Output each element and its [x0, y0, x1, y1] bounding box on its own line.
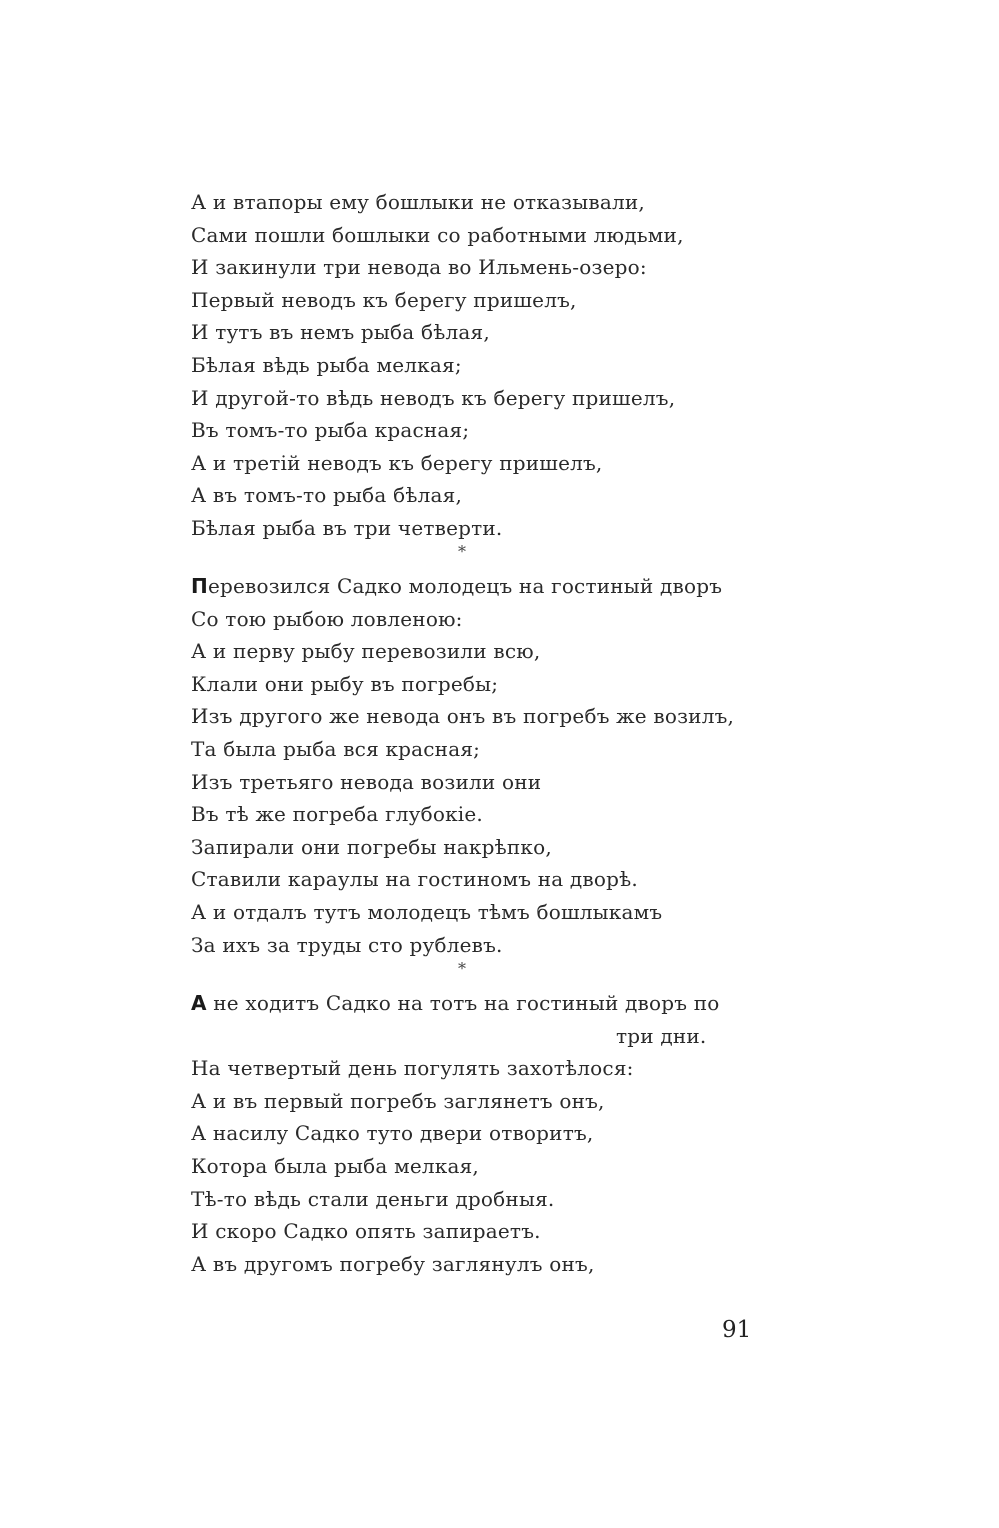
verse-line: А и втапоры ему бошлыки не отказывали, [191, 190, 645, 214]
verse-line: И тутъ въ немъ рыба бѣлая, [191, 320, 490, 345]
verse-line: А насилу Садко туто двери отворитъ, [191, 1121, 594, 1146]
verse-line: А и перву рыбу перевозили всю, [191, 639, 541, 664]
verse-line: А въ другомъ погребу заглянулъ онъ, [191, 1251, 595, 1276]
verse-line: Первый неводъ къ берегу пришелъ, [191, 287, 577, 312]
verse-line: И другой-то вѣдь неводъ къ берегу пришелъ, [191, 385, 676, 410]
verse-line: Запирали они погребы накрѣпко, [191, 834, 552, 859]
verse-line: На четвертый день погулять захотѣлося: [191, 1056, 634, 1081]
verse-line: Сами пошли бошлыки со работными людьми, [191, 222, 684, 247]
stanza-first-line [191, 987, 891, 1020]
verse-line: Бѣлая вѣдь рыба мелкая; [191, 352, 462, 377]
verse-line: А и отдалъ тутъ молодецъ тѣмъ бошлыкамъ [191, 899, 663, 924]
verse-line: Ставили караулы на гостиномъ на дворѣ. [191, 867, 638, 892]
verse-line: И скоро Садко опять запираетъ. [191, 1219, 541, 1244]
verse-line: Въ томъ-то рыба красная; [191, 418, 470, 443]
verse-line: А и третій неводъ къ берегу пришелъ, [191, 450, 603, 475]
section-separator: * [458, 542, 466, 561]
verse-line: Со тою рыбою ловленою: [191, 606, 463, 631]
stanza-first-line [191, 570, 891, 603]
verse-line: Котора была рыба мелкая, [191, 1153, 479, 1178]
verse-line: Изъ третьяго невода возили они [191, 769, 542, 794]
line-continuation: три дни. [616, 1023, 707, 1048]
verse-line: Та была рыба вся красная; [191, 736, 481, 761]
drop-initial: П [191, 574, 208, 598]
verse-line: Клали они рыбу въ погребы; [191, 671, 499, 696]
stanza-1 [191, 186, 891, 545]
line-text: не ходитъ Садко на тотъ на гостиный дворъ по [206, 991, 720, 1015]
verse-line: А и въ первый погребъ заглянетъ онъ, [191, 1088, 605, 1113]
verse-line: Бѣлая рыба въ три четверти. [191, 515, 503, 540]
stanza-2 [191, 570, 891, 961]
page-number: 91 [722, 1317, 752, 1343]
drop-initial: А [191, 991, 207, 1015]
verse-line: И закинули три невода во Ильмень-озеро: [191, 255, 647, 280]
verse-line: А въ томъ-то рыба бѣлая, [191, 483, 463, 508]
verse-line: Изъ другого же невода онъ въ погребъ же возилъ, [191, 704, 735, 729]
verse-line: За ихъ за труды сто рублевъ. [191, 932, 503, 957]
verse-line: Тѣ-то вѣдь стали деньги дробныя. [191, 1186, 555, 1211]
line-text: еревозился Садко молодецъ на гостиный дворъ [207, 574, 723, 598]
verse-line: Въ тѣ же погреба глубокіе. [191, 802, 483, 827]
section-separator: * [458, 959, 466, 978]
stanza-3 [191, 987, 891, 1280]
